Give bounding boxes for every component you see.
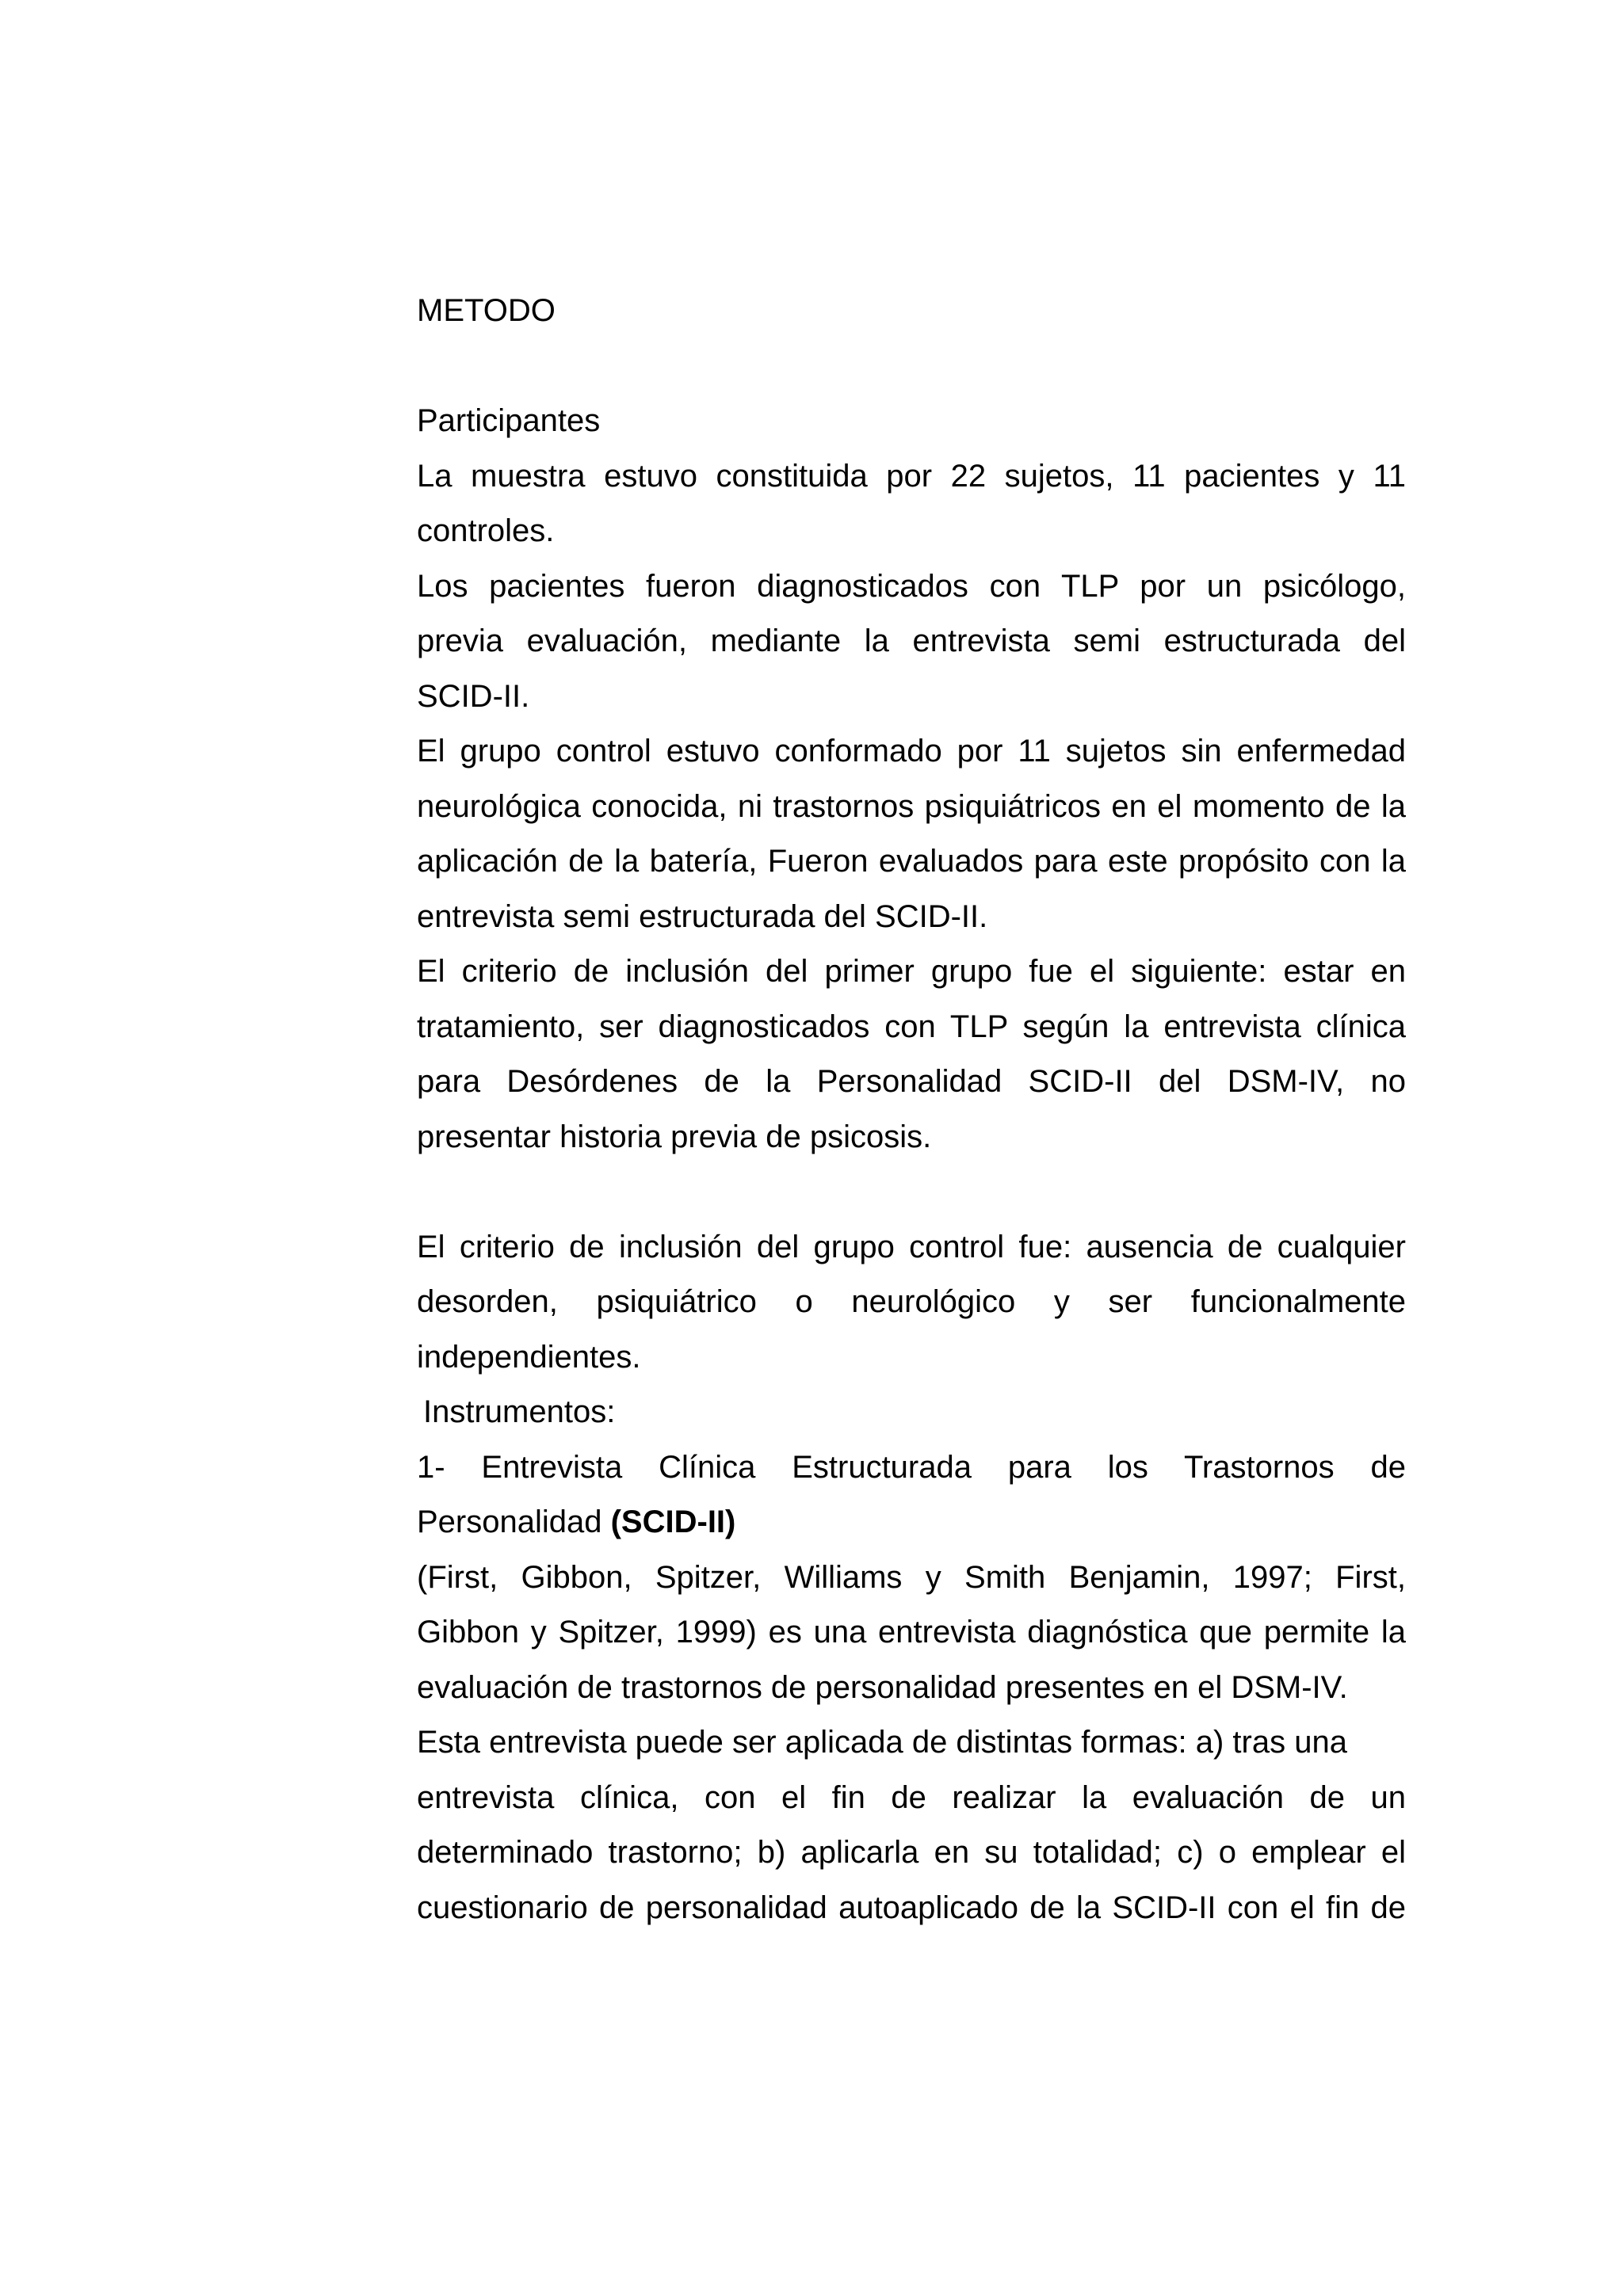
paragraph-line: La muestra estuvo constituida por 22 sujetos, 11 pacientes y 11 [417,458,1406,494]
section-heading: METODO [417,293,556,328]
paragraph-line: cuestionario de personalidad autoaplicado de la SCID-II con el fin de [417,1890,1406,1925]
subheading-participants: Participantes [417,403,601,438]
paragraph-line: El criterio de inclusión del grupo control fue: ausencia de cualquier [417,1229,1406,1264]
list-item-heading-continued [417,1495,1406,1550]
paragraph-line: aplicación de la batería, Fueron evaluados para este propósito con la [417,844,1406,879]
paragraph-line: para Desórdenes de la Personalidad SCID-II del DSM-IV, no [417,1064,1406,1099]
subheading-instruments: Instrumentos: [423,1394,616,1429]
paragraph-line: Esta entrevista puede ser aplicada de distintas formas: a) tras una [417,1725,1347,1760]
paragraph-line: Los pacientes fueron diagnosticados con TLP por un psicólogo, [417,568,1406,604]
paragraph-line: tratamiento, ser diagnosticados con TLP según la entrevista clínica [417,1009,1406,1044]
paragraph-line: controles. [417,513,555,548]
paragraph-line: El grupo control estuvo conformado por 11 sujetos sin enfermedad [417,734,1406,769]
document-body [417,284,1406,1936]
list-item-heading: 1- Entrevista Clínica Estructurada para los Trastornos de [417,1449,1406,1485]
paragraph-line: presentar historia previa de psicosis. [417,1119,932,1154]
blank-line [417,1165,1406,1220]
paragraph-line: neurológica conocida, ni trastornos psiquiátricos en el momento de la [417,788,1406,824]
blank-line [417,339,1406,395]
paragraph-line: determinado trastorno; b) aplicarla en su totalidad; c) o emplear el [417,1835,1406,1870]
paragraph-line: (First, Gibbon, Spitzer, Williams y Smith Benjamin, 1997; First, [417,1559,1406,1595]
paragraph-line: previa evaluación, mediante la entrevista semi estructurada del [417,624,1406,658]
list-item-label: Personalidad [417,1505,611,1539]
paragraph-line: entrevista clínica, con el fin de realizar la evaluación de un [417,1779,1406,1815]
paragraph-line: desorden, psiquiátrico o neurológico y ser funcionalmente [417,1284,1406,1319]
paragraph-line: El criterio de inclusión del primer grupo fue el siguiente: estar en [417,954,1406,989]
paragraph-line: independientes. [417,1339,641,1375]
paragraph-line: evaluación de trastornos de personalidad presentes en el DSM-IV. [417,1669,1348,1705]
list-item-acronym: (SCID-II) [610,1505,736,1539]
paragraph-line: Gibbon y Spitzer, 1999) es una entrevista diagnóstica que permite la [417,1615,1406,1650]
paragraph-line: entrevista semi estructurada del SCID-II. [417,898,988,934]
paragraph-line: SCID-II. [417,678,530,714]
